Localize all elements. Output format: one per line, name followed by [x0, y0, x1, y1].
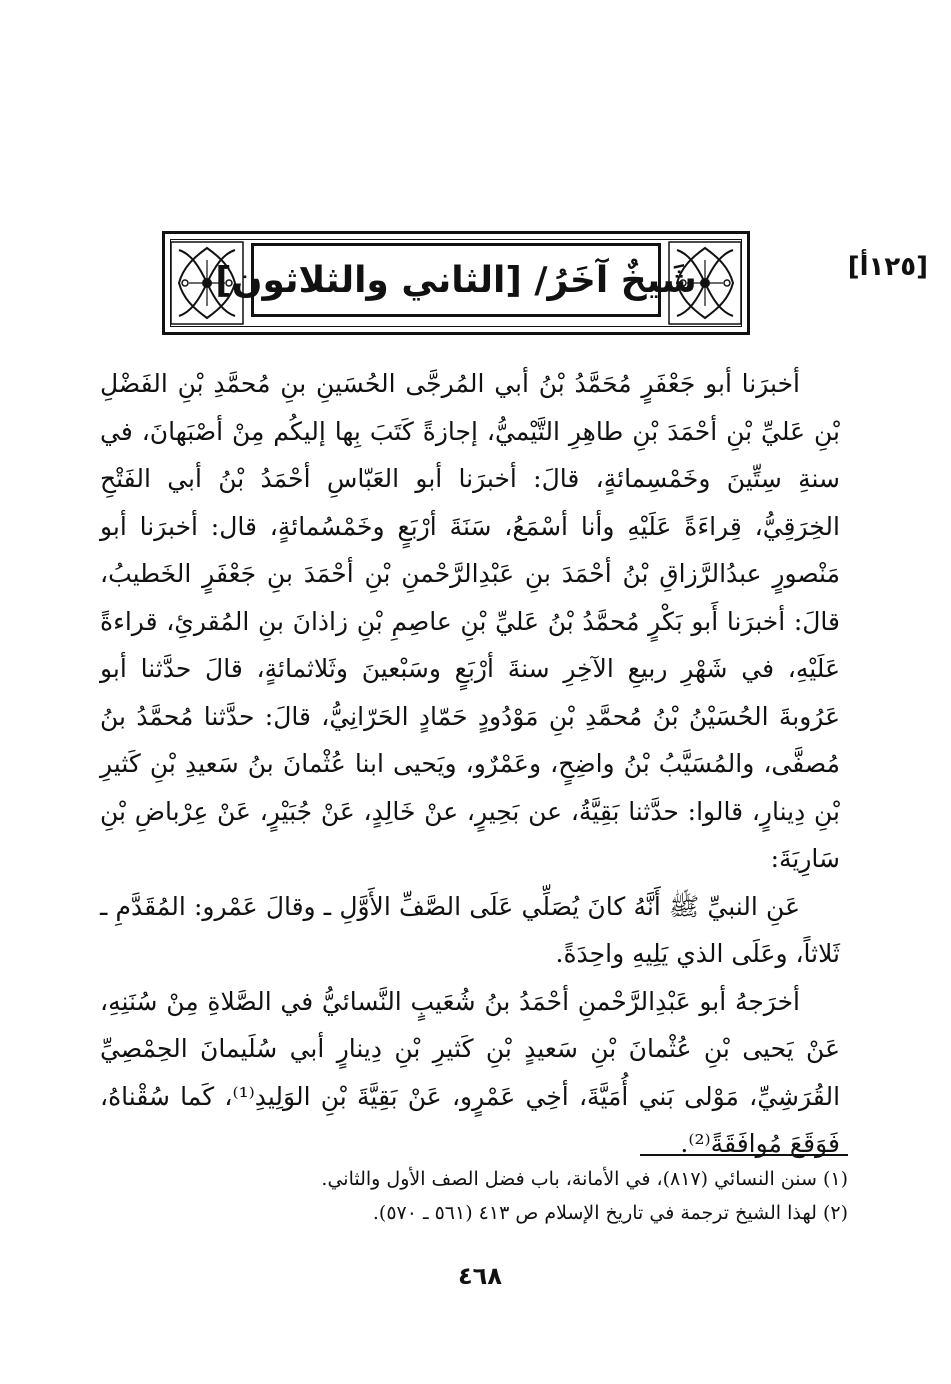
hadith-paragraph: عَنِ النبيِّ ﷺ أَنَّهُ كانَ يُصَلِّي عَلَى الصَّفِّ الأَوَّلِ ـ وقالَ عَمْرو: المُقَدَّمِ ـ ثَلاثاً، وعَلَى الذي يَلِيهِ واحِدَةً. — [100, 891, 840, 968]
page-number: ٤٦٨ — [458, 1262, 502, 1290]
footnote-item: (١) سنن النسائي (٨١٧)، في الأمانة، باب فضل الصف الأول والثاني. — [321, 1168, 848, 1190]
footnotes — [200, 1162, 848, 1230]
takhrij-paragraph: أخرَجهُ أبو عَبْدِالرَّحْمنِ أحْمَدُ بنُ شُعَيبٍ النَّسائيُّ في الصَّلاةِ مِنْ سُنَنِهِ، عَنْ يَحيى بْنِ عُثْمانَ بْنِ سَعيدٍ بْنِ كَثيرِ بْنِ دِينارٍ أبي سُلَيمانَ الحِمْصِيِّ القُرَشِيِّ، مَوْلى بَني أُمَيَّةَ، أخِي عَمْرٍو، عَنْ بَقِيَّةَ بْنِ الوَلِيدِ⁽¹⁾، كَما سُقْناهُ، فَوَقَعَ مُوافَقَةً⁽²⁾. — [100, 986, 841, 1158]
footnote-item: (٢) لهذا الشيخ ترجمة في تاريخ الإسلام ص ٤١٣ (٥٦١ ـ ٥٧٠). — [372, 1202, 848, 1224]
page-marker: [١٢٥أ] — [847, 252, 928, 282]
chapter-title-frame — [162, 231, 750, 335]
body-text — [100, 360, 840, 1168]
chapter-title-box — [215, 243, 697, 317]
footnote-divider — [640, 1154, 848, 1156]
chapter-title: شَيخٌ آخَرُ/ [الثاني والثلاثون] — [215, 259, 697, 301]
isnad-paragraph: أخبرَنا أبو جَعْفَرٍ مُحَمَّدُ بْنُ أبي المُرجَّى الحُسَينِ بنِ مُحمَّدِ بْنِ الفَضْلِ بْنِ عَليِّ بْنِ أحْمَدَ بْنِ طاهِرِ التَّيْميُّ، إجازةً كَتَبَ بِها إليكُم مِنْ أصْبَهانَ، في سنةِ سِتِّينَ وخَمْسِمائةٍ، قالَ: أخبرَنا أبو العَبّاسِ أحْمَدُ بْنُ أبي الفَتْحِ الخِرَقِيُّ، قِراءَةً عَلَيْهِ وأنا أسْمَعُ، سَنَةَ أرْبَعٍ وخَمْسُمائةٍ، قال: أخبرَنا أبو مَنْصورٍ عبدُالرَّزاقِ بْنُ أحْمَدَ بنِ عَبْدِالرَّحْمنِ بْنِ أحْمَدَ بنِ جَعْفَرٍ الخَطيبُ، قالَ: أخبرَنا أَبو بَكْرٍ مُحمَّدُ بْنُ عَليِّ بْنِ عاصِمِ بْنِ زاذانَ بنِ المُقرئِ، قراءةً عَلَيْهِ، في شَهْرِ ربيعِ الآخِرِ سنةَ أرْبَعٍ وسَبْعينَ وثَلاثمائةٍ، قالَ حدَّثنا أبو عَرُوبةَ الحُسَيْنُ بْنُ مُحمَّدِ بْنِ مَوْدُودٍ حَمّادٍ الحَرّانِيُّ، قالَ: حدَّثنا مُحمَّدُ بنُ مُصفَّى، والمُسَيَّبُ بْنُ واضِحٍ، وعَمْرٌو، ويَحيى ابنا عُثْمانَ بنُ سَعيدِ بْنِ كَثيرِ بْنِ دِينارٍ، قالوا: حدَّثنا بَقِيَّةُ، عن بَحِيرٍ، عنْ خَالِدٍ، عَنْ جُبَيْرٍ، عَنْ عِرْباضِ بْنِ سَارِيَةَ: — [100, 369, 840, 873]
